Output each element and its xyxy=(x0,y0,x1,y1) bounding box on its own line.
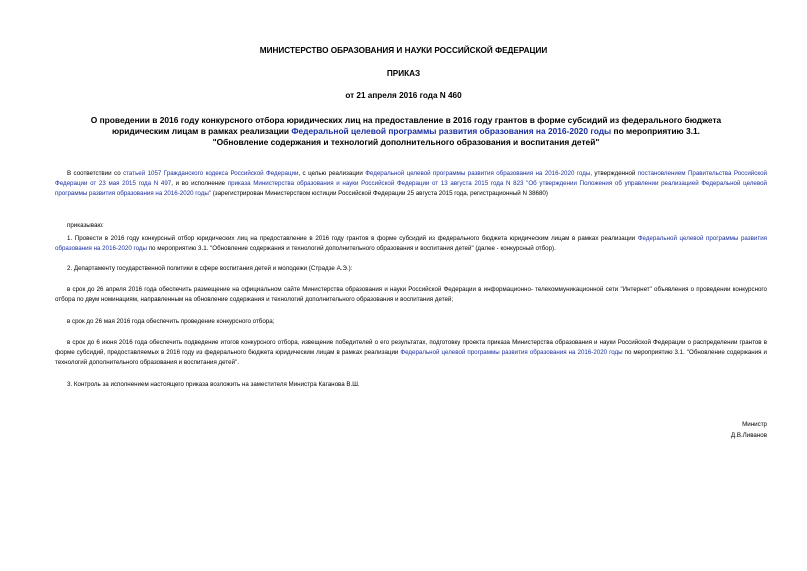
item-3-paragraph xyxy=(55,380,767,390)
item-1-text: 1. Провести в 2016 году конкурсный отбор юридических лиц на предоставление в 2016 году грантов в форме субсидий из федерального бюджета юридическим лицам в рамках реализации xyxy=(67,235,638,242)
signature-position: Министр xyxy=(742,421,767,428)
order-word xyxy=(55,221,767,231)
subitem-1-paragraph xyxy=(55,285,767,305)
preamble-text: , и во исполнение xyxy=(171,180,228,187)
ministry-heading: МИНИСТЕРСТВО ОБРАЗОВАНИЯ И НАУКИ РОССИЙСКОЙ ФЕДЕРАЦИИ xyxy=(259,46,548,55)
subitem-1-text: в срок до 26 апреля 2016 года обеспечить размещение на официальном сайте Министерства образования и науки Российской Федерации в информационно- телекоммуникационной сети "Интернет" объявления о проведении конкурсного отбора по двум номинациям, направленным на обновление содержания и технологий дополнительного образования и воспитания детей; xyxy=(55,286,767,303)
preamble-paragraph xyxy=(55,169,767,199)
subitem-3-program-link[interactable]: Федеральной целевой программы развития образования на 2016-2020 годы xyxy=(400,349,623,356)
item-1-program-link[interactable]: Федеральной целевой программы развития образования на 2016-2020 годы xyxy=(55,235,767,252)
doc-type-heading: ПРИКАЗ xyxy=(386,69,421,78)
civil-code-link[interactable]: статьей 1057 Гражданского кодекса Российской Федерации xyxy=(123,170,299,177)
item-1-paragraph xyxy=(55,234,767,254)
date-number-heading: от 21 апреля 2016 года N 460 xyxy=(345,91,462,100)
page-title xyxy=(86,115,726,148)
government-decree-link[interactable]: постановлением Правительства Российской Федерации от 23 мая 2015 года N 497 xyxy=(55,170,768,187)
order-word-text: приказываю: xyxy=(67,222,104,229)
title-program-link[interactable]: Федеральной целевой программы развития образования на 2016-2020 годы xyxy=(291,126,612,136)
title-text: по мероприятию 3.1. "Обновление содержания и технологий дополнительного образования и воспитания детей" xyxy=(212,126,701,147)
preamble-text: В соответствии со xyxy=(67,170,124,177)
title-text: О проведении в 2016 году конкурсного отбора юридических лиц на предоставление в 2016 году грантов в форме субсидий из федерального бюджета юридическим лицам в рамках реализации xyxy=(90,115,722,136)
subitem-3-text: в срок до 6 июня 2016 года обеспечить подведение итогов конкурсного отбора, извещение победителей о его результатах, подготовку проекта приказа Министерства образования и науки Российской Федерации о распределении грантов в форме субсидий, предоставляемых в 2016 году из федерального бюджета юридическим лицам в рамках реализации xyxy=(55,339,767,356)
item-3-text: 3. Контроль за исполнением настоящего приказа возложить на заместителя Министра Каганова В.Ш. xyxy=(67,381,360,388)
ministry-order-link[interactable]: приказа Министерства образования и науки Российской Федерации от 13 августа 2015 года N 823 "Об утверждении Положения об управлении реализацией Федеральной целевой программы развития образования на 2016-2020 годы" xyxy=(55,180,767,197)
item-2-paragraph xyxy=(55,264,767,274)
preamble-text: , утвержденной xyxy=(590,170,638,177)
subitem-2-paragraph xyxy=(55,317,767,327)
item-2-text: 2. Департаменту государственной политики в сфере воспитания детей и молодежи (Страдзе А.Э.): xyxy=(67,265,353,272)
preamble-text: , с целью реализации xyxy=(298,170,366,177)
subitem-3-paragraph xyxy=(55,338,767,368)
subitem-3-text: по мероприятию 3.1. "Обновление содержания и технологий дополнительного образования и воспитания детей". xyxy=(55,349,767,366)
preamble-text: (зарегистрирован Министерством юстиции Российской Федерации 25 августа 2015 года, регистрационный N 38680) xyxy=(210,190,548,197)
program-link[interactable]: Федеральной целевой программы развития образования на 2016-2020 годы xyxy=(365,170,591,177)
item-1-text: по мероприятию 3.1. "Обновление содержания и технологий дополнительного образования и воспитания детей" (далее - конкурсный отбор). xyxy=(146,245,556,252)
subitem-2-text: в срок до 26 мая 2016 года обеспечить проведение конкурсного отбора; xyxy=(67,318,275,325)
signature-name: Д.В.Ливанов xyxy=(730,432,767,439)
